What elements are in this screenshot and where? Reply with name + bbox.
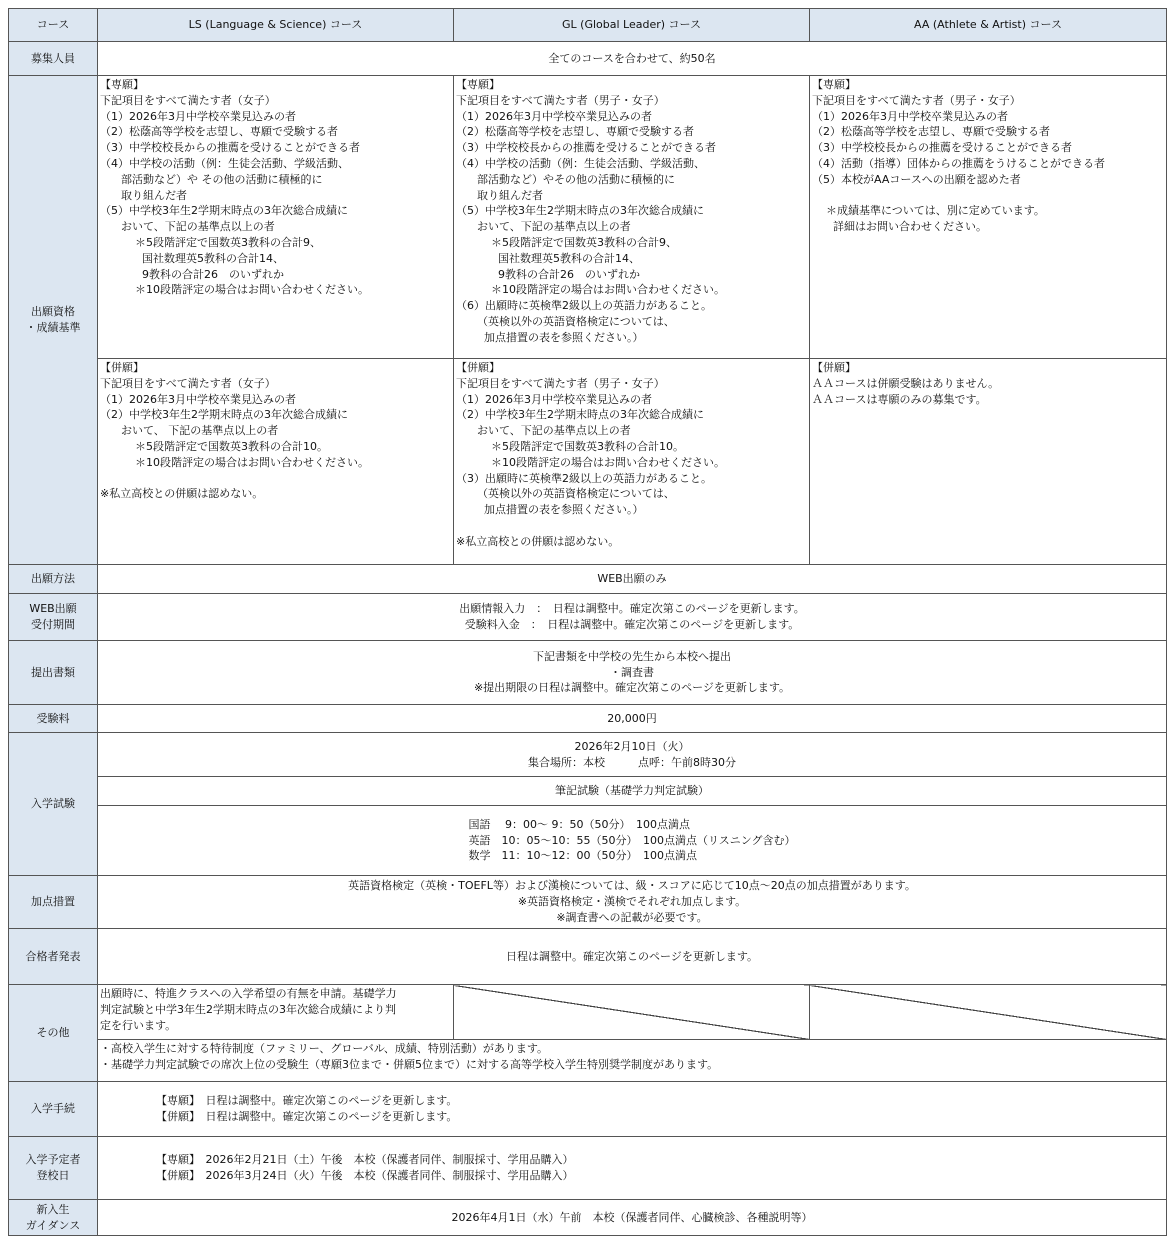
text-line: 9教科の合計26 のいずれか	[456, 267, 640, 281]
text-line: 詳細はお問い合わせください。	[812, 220, 987, 234]
eligibility-senkan-aa	[810, 76, 1167, 359]
text-line: 下記項目をすべて満たす者（男子・女子）	[456, 376, 665, 390]
text-line: （3）中学校校長からの推薦を受けることができる者	[100, 141, 360, 155]
web-period-label-line: 受付期間	[31, 618, 75, 631]
text-line: 【併願】 日程は調整中。確定次第このページを更新します。	[156, 1110, 458, 1123]
other-label: その他	[9, 985, 98, 1082]
text-line: 下記項目をすべて満たす者（女子）	[100, 93, 276, 107]
procedure-label: 入学手続	[9, 1082, 98, 1137]
text-line: 【併願】	[456, 361, 500, 374]
text-line: ＊10段階評定の場合はお問い合わせください。	[100, 455, 369, 469]
web-period-row	[9, 594, 1167, 641]
result-value: 日程は調整中。確定次第このページを更新します。	[98, 929, 1167, 985]
text-line: 部活動など）や その他の活動に積極的に	[100, 172, 323, 186]
text-line: 集合場所：本校 点呼：午前8時30分	[528, 755, 736, 769]
admission-table	[8, 8, 1167, 1236]
text-line: 国社数理英5教科の合計14、	[100, 251, 284, 265]
text-line: おいて、 下記の基準点以上の者	[100, 424, 279, 438]
text-line: ＊5段階評定で国数英3教科の合計9、	[456, 235, 677, 249]
header-course-aa: AA (Athlete & Artist) コース	[810, 9, 1167, 42]
text-line: ・基礎学力判定試験での席次上位の受験生（専願3位まで・併願5位まで）に対する高等学校入学生特別奨学制度があります。	[100, 1057, 719, 1071]
web-period-label-line: WEB出願	[29, 602, 77, 616]
header-course-ls: LS (Language & Science) コース	[98, 9, 454, 42]
attend-label-line: 入学予定者	[25, 1153, 81, 1167]
text-line: （5）中学校3年生2学期末時点の3年次総合成績に	[100, 204, 348, 218]
text-line: （2）松蔭高等学校を志望し、専願で受験する者	[812, 125, 1050, 139]
text-line: 国社数理英5教科の合計14、	[456, 251, 640, 265]
text-line: ＊5段階評定で国数英3教科の合計9、	[100, 235, 321, 249]
text-line: おいて、下記の基準点以上の者	[100, 220, 275, 234]
exam-type-row	[9, 777, 1167, 806]
text-line: （英検以外の英語資格検定については、	[456, 487, 675, 501]
text-line: 取り組んだ者	[100, 188, 187, 202]
text-line: （2）中学校3年生2学期末時点の3年次総合成績に	[456, 408, 704, 422]
exam-date-row	[9, 733, 1167, 777]
guidance-row	[9, 1200, 1167, 1236]
text-line: ※調査書への記載が必要です。	[556, 910, 708, 924]
text-line: 【併願】 2026年3月24日（火）午後 本校（保護者同伴、制服採寸、学用品購入）	[156, 1169, 574, 1182]
exam-label: 入学試験	[9, 733, 98, 876]
text-line: ・調査書	[610, 665, 654, 679]
text-line: （4）中学校の活動（例：生徒会活動、学級活動、	[456, 156, 705, 170]
attend-value	[98, 1137, 1167, 1200]
method-row	[9, 565, 1167, 594]
capacity-value: 全てのコースを合わせて、約50名	[98, 42, 1167, 76]
text-line: 【併願】	[100, 361, 144, 374]
eligibility-label-line: 出願資格	[31, 305, 75, 319]
attend-label-line: 登校日	[36, 1169, 70, 1182]
text-line: （6）出願時に英検準2級以上の英語力があること。	[456, 299, 712, 313]
text-line: （1）2026年3月中学校卒業見込みの者	[456, 109, 652, 123]
text-line: （3）中学校校長からの推薦を受けることができる者	[812, 141, 1072, 155]
text-line: 取り組んだ者	[456, 188, 543, 202]
text-line: （1）2026年3月中学校卒業見込みの者	[100, 392, 296, 406]
text-line: ＊10段階評定の場合はお問い合わせください。	[456, 455, 725, 469]
guidance-label	[9, 1200, 98, 1236]
bonus-row	[9, 876, 1167, 929]
bonus-value	[98, 876, 1167, 929]
text-line: 数学 11：10～12：00（50分） 100点満点	[468, 849, 697, 863]
other-gl-slash	[454, 985, 810, 1040]
text-line: （3）中学校校長からの推薦を受けることができる者	[456, 141, 716, 155]
text-line: （3）出願時に英検準2級以上の英語力があること。	[456, 471, 712, 485]
procedure-row	[9, 1082, 1167, 1137]
web-period-label	[9, 594, 98, 641]
text-line: ※英語資格検定・漢検でそれぞれ加点します。	[517, 895, 747, 909]
text-line: （4）活動（指導）団体からの推薦をうけることができる者	[812, 156, 1105, 170]
other-ls-row	[9, 985, 1167, 1040]
eligibility-heigan-gl	[454, 359, 810, 565]
text-line: 国語 9：00～ 9：50（50分） 100点満点	[468, 817, 690, 831]
attend-label	[9, 1137, 98, 1200]
text-line: 出願時に、特進クラスへの入学希望の有無を申請。基礎学力	[100, 987, 397, 1000]
eligibility-heigan-ls	[98, 359, 454, 565]
web-period-value	[98, 594, 1167, 641]
text-line: 【専願】 2026年2月21日（土）午後 本校（保護者同伴、制服採寸、学用品購入）	[156, 1153, 574, 1167]
capacity-row	[9, 42, 1167, 76]
text-line: おいて、下記の基準点以上の者	[456, 424, 631, 438]
text-line: ※私立高校との併願は認めない。	[456, 534, 620, 548]
text-line: （5）本校がAAコースへの出願を認めた者	[812, 172, 1021, 186]
text-line: 加点措置の表を参照ください。）	[456, 503, 644, 517]
text-line: 出願情報入力 ： 日程は調整中。確定次第このページを更新します。	[459, 602, 805, 616]
guidance-label-line: 新入生	[36, 1202, 70, 1216]
text-line: ・高校入学生に対する特待制度（ファミリー、グローバル、成績、特別活動）があります。	[100, 1042, 549, 1055]
exam-subjects-list	[468, 817, 795, 864]
text-line: 【専願】	[812, 78, 856, 91]
other-common-row	[9, 1040, 1167, 1082]
text-line: ＊10段階評定の場合はお問い合わせください。	[456, 283, 725, 297]
text-line: 定を行います。	[100, 1018, 177, 1032]
exam-subjects-row	[9, 806, 1167, 876]
text-line: 【専願】	[456, 78, 500, 91]
fee-row	[9, 705, 1167, 733]
fee-value: 20,000円	[98, 705, 1167, 733]
result-row	[9, 929, 1167, 985]
text-line: ＡＡコースは専願のみの募集です。	[812, 392, 987, 406]
exam-date	[98, 733, 1167, 777]
header-course-gl: GL (Global Leader) コース	[454, 9, 810, 42]
text-line: ＊5段階評定で国数英3教科の合計10。	[456, 439, 684, 453]
text-line: 2026年2月10日（火）	[574, 739, 690, 753]
text-line	[812, 188, 1164, 204]
guidance-label-line: ガイダンス	[25, 1218, 81, 1232]
text-line: 下記項目をすべて満たす者（男子・女子）	[456, 93, 665, 107]
eligibility-label	[9, 76, 98, 565]
text-line: 判定試験と中学3年生2学期末時点の3年次総合成績により判	[100, 1002, 396, 1016]
other-aa-slash	[810, 985, 1167, 1040]
result-label: 合格者発表	[9, 929, 98, 985]
header-row	[9, 9, 1167, 42]
text-line: （1）2026年3月中学校卒業見込みの者	[100, 109, 296, 123]
documents-value	[98, 641, 1167, 705]
text-line: 下記項目をすべて満たす者（男子・女子）	[812, 93, 1021, 107]
documents-row	[9, 641, 1167, 705]
exam-type: 筆記試験（基礎学力判定試験）	[98, 777, 1167, 806]
text-line: （5）中学校3年生2学期末時点の3年次総合成績に	[456, 204, 704, 218]
attend-row	[9, 1137, 1167, 1200]
text-line: 英語資格検定（英検・TOEFL等）および漢検については、級・スコアに応じて10点～20点の加点措置があります。	[348, 879, 916, 893]
documents-label: 提出書類	[9, 641, 98, 705]
text-line: 部活動など）やその他の活動に積極的に	[456, 172, 675, 186]
text-line: 下記書類を中学校の先生から本校へ提出	[533, 649, 731, 663]
text-line: 【専願】 日程は調整中。確定次第このページを更新します。	[156, 1094, 458, 1108]
bonus-label: 加点措置	[9, 876, 98, 929]
text-line: （4）中学校の活動（例：生徒会活動、学級活動、	[100, 156, 349, 170]
text-line: 受験料入金 ： 日程は調整中。確定次第このページを更新します。	[464, 618, 800, 631]
text-line: ※私立高校との併願は認めない。	[100, 487, 264, 501]
text-line: ＡＡコースは併願受験はありません。	[812, 376, 1000, 390]
text-line: 9教科の合計26 のいずれか	[100, 267, 284, 281]
text-line: （1）2026年3月中学校卒業見込みの者	[456, 392, 652, 406]
text-line: 【併願】	[812, 361, 856, 374]
eligibility-label-line: ・成績基準	[25, 321, 81, 334]
method-label: 出願方法	[9, 565, 98, 594]
eligibility-heigan-row	[9, 359, 1167, 565]
text-line: （英検以外の英語資格検定については、	[456, 314, 675, 328]
text-line: （1）2026年3月中学校卒業見込みの者	[812, 109, 1008, 123]
header-label: コース	[9, 9, 98, 42]
text-line: おいて、下記の基準点以上の者	[456, 220, 631, 234]
text-line: （2）松蔭高等学校を志望し、専願で受験する者	[100, 125, 338, 139]
text-line: （2）中学校3年生2学期末時点の3年次総合成績に	[100, 408, 348, 422]
capacity-label: 募集人員	[9, 42, 98, 76]
text-line: 【専願】	[100, 78, 144, 91]
eligibility-senkan-gl	[454, 76, 810, 359]
text-line	[456, 518, 807, 534]
text-line: ＊5段階評定で国数英3教科の合計10。	[100, 439, 328, 453]
text-line: 下記項目をすべて満たす者（女子）	[100, 376, 276, 390]
eligibility-senkan-row	[9, 76, 1167, 359]
fee-label: 受験料	[9, 705, 98, 733]
guidance-value: 2026年4月1日（水）午前 本校（保護者同伴、心臓検診、各種説明等）	[98, 1200, 1167, 1236]
eligibility-heigan-aa	[810, 359, 1167, 565]
text-line: ＊成績基準については、別に定めています。	[812, 204, 1045, 218]
other-ls	[98, 985, 454, 1040]
other-common	[98, 1040, 1167, 1082]
text-line: ※提出期限の日程は調整中。確定次第このページを更新します。	[473, 681, 791, 695]
text-line	[100, 471, 451, 487]
eligibility-senkan-ls	[98, 76, 454, 359]
text-line: ＊10段階評定の場合はお問い合わせください。	[100, 283, 369, 297]
text-line: 加点措置の表を参照ください。）	[456, 330, 644, 344]
procedure-value	[98, 1082, 1167, 1137]
text-line: （2）松蔭高等学校を志望し、専願で受験する者	[456, 125, 694, 139]
exam-subjects	[98, 806, 1167, 876]
text-line: 英語 10：05～10：55（50分） 100点満点（リスニング含む）	[468, 833, 796, 847]
method-value: WEB出願のみ	[98, 565, 1167, 594]
